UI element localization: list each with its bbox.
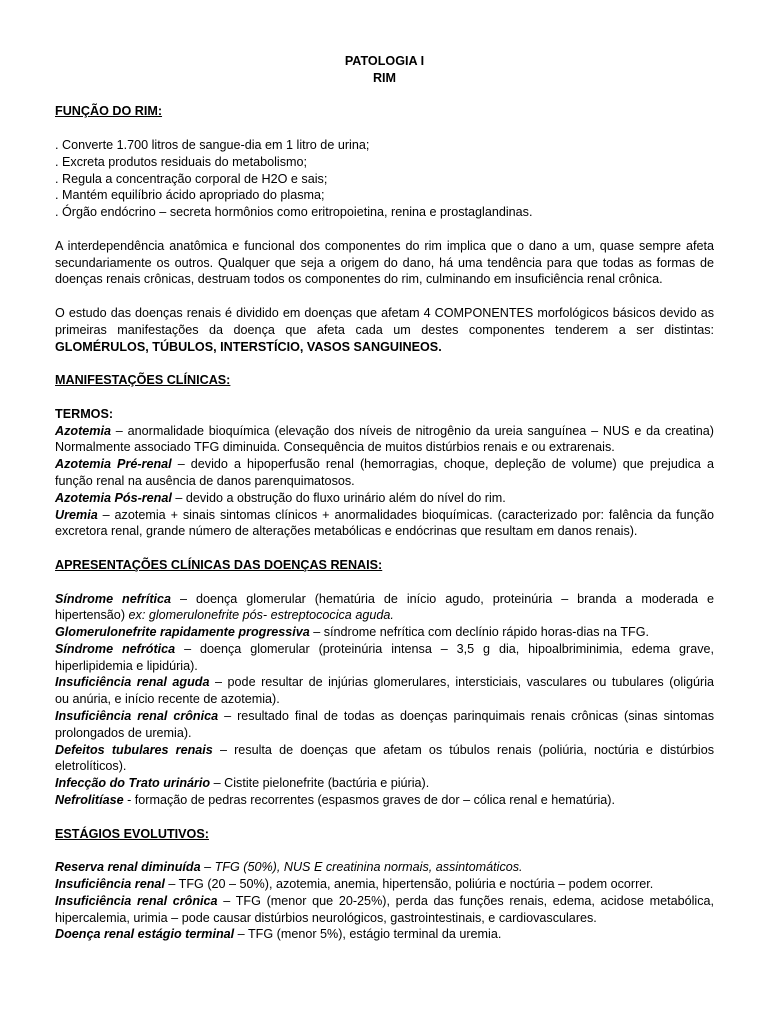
term-label: Glomerulonefrite rapidamente progressiva	[55, 625, 310, 640]
paragraph-line: A interdependência anatômica e funcional dos componentes do rim implica que o dano a um, quase sempre afeta	[55, 238, 714, 253]
term-text: – resultado final de todas as doenças parinquimais renais crônicas (sinas sintomas	[218, 709, 715, 724]
term-tubular	[55, 742, 714, 759]
term-azotemia	[55, 423, 714, 440]
list-item: . Órgão endócrino – secreta hormônios como eritropoietina, renina e prostaglandinas.	[55, 205, 533, 220]
stage-terminal	[55, 926, 714, 943]
term-prerenal-cont: função renal na ausência de danos parenquimatosos.	[55, 473, 355, 488]
term-example: ex: glomerulonefrite pós- estreptococica aguda.	[125, 608, 394, 623]
list-item: . Excreta produtos residuais do metabolismo;	[55, 154, 307, 169]
list-item: . Regula a concentração corporal de H2O e sais;	[55, 171, 328, 186]
term-text: – devido a hipoperfusão renal (hemorragias, choque, depleção de volume) que prejudica a	[171, 457, 714, 472]
term-text: – doença glomerular (hematúria de início agudo, proteinúria – branda a moderada e	[171, 591, 714, 606]
term-label: Insuficiência renal	[55, 877, 165, 892]
term-text: – TFG (50%), NUS E creatinina normais, assintomáticos.	[200, 860, 523, 875]
stage-irc	[55, 893, 714, 910]
term-nefrolitiase	[55, 792, 714, 809]
term-azotemia-cont: Normalmente associado TFG diminuida. Consequência de muitos distúrbios renais e ou extrarenais.	[55, 440, 615, 455]
term-label: Infecção do Trato urinário	[55, 776, 211, 791]
term-nefritica-cont	[55, 607, 714, 624]
document-page	[55, 53, 714, 943]
components-list: GLOMÉRULOS, TÚBULOS, INTERSTÍCIO, VASOS SANGUINEOS.	[55, 339, 442, 354]
term-label: Doença renal estágio terminal	[55, 927, 235, 942]
term-label: Insuficiência renal crônica	[55, 893, 218, 908]
stage-ir	[55, 876, 714, 893]
term-prerenal	[55, 456, 714, 473]
term-text: hipertensão)	[55, 608, 126, 623]
list-item: . Converte 1.700 litros de sangue-dia em 1 litro de urina;	[55, 137, 370, 152]
term-text: – devido a obstrução do fluxo urinário além do nível do rim.	[171, 490, 506, 505]
term-glomerulonefrite	[55, 624, 714, 641]
term-label: Uremia	[55, 507, 98, 522]
paragraph-line: primeiras manifestações da doença que afeta cada um destes componentes tenderem a ser distintas:	[55, 322, 714, 337]
term-posrenal	[55, 490, 714, 507]
paragraph-line: O estudo das doenças renais é dividido em doenças que afetam 4 COMPONENTES morfológicos básicos devido as	[55, 305, 714, 320]
stage-irc-cont: hipercalemia, urimia – pode causar distúrbios neurológicos, gastrointestinais, e cardiovasculares.	[55, 910, 597, 925]
term-label: Reserva renal diminuída	[55, 860, 201, 875]
term-ira	[55, 674, 714, 691]
term-nefrotica	[55, 641, 714, 658]
term-text: – anormalidade bioquímica (elevação dos níveis de nitrogênio da ureia sanguínea – NUS e da creatina)	[110, 423, 714, 438]
paragraph-estudo	[55, 305, 714, 355]
term-text: – TFG (20 – 50%), azotemia, anemia, hipertensão, poliúria e noctúria – podem ocorrer.	[164, 877, 654, 892]
term-nefritica	[55, 591, 714, 608]
list-item: . Mantém equilíbrio ácido apropriado do plasma;	[55, 188, 325, 203]
term-infeccao	[55, 775, 714, 792]
term-text: – TFG (menor 5%), estágio terminal da uremia.	[234, 927, 502, 942]
heading-apresentacoes: APRESENTAÇÕES CLÍNICAS DAS DOENÇAS RENAIS:	[55, 557, 383, 572]
term-label: Defeitos tubulares renais	[55, 742, 213, 757]
term-text: – síndrome nefrítica com declínio rápido horas-dias na TFG.	[309, 625, 650, 640]
term-label: Insuficiência renal aguda	[55, 675, 210, 690]
paragraph-line: secundariamente os outros. Qualquer que seja a origem do dano, há uma tendência para que todas as formas de	[55, 255, 714, 270]
termos-label: TERMOS:	[55, 406, 114, 421]
paragraph-line: doenças renais crônicas, destruam todos os componentes do rim, culminando em insuficiência renal crônica.	[55, 272, 663, 287]
term-label: Azotemia	[55, 423, 111, 438]
heading-estagios: ESTÁGIOS EVOLUTIVOS:	[55, 826, 209, 841]
term-tubular-cont: eletrolíticos).	[55, 759, 127, 774]
term-uremia-cont: excretora renal, grande número de alterações metabólicas e endócrinas que resultam em danos renais).	[55, 524, 638, 539]
document-title: PATOLOGIA I	[344, 54, 425, 68]
funcao-list	[55, 137, 714, 221]
term-irc-cont: prolongados de uremia).	[55, 725, 192, 740]
term-text: - formação de pedras recorrentes (espasmos graves de dor – cólica renal e hematúria).	[123, 793, 615, 808]
heading-manifestacoes: MANIFESTAÇÕES CLÍNICAS:	[55, 373, 231, 388]
term-label: Azotemia Pós-renal	[55, 490, 172, 505]
term-label: Síndrome nefrótica	[55, 641, 176, 656]
heading-funcao: FUNÇÃO DO RIM:	[55, 104, 163, 119]
term-label: Azotemia Pré-renal	[55, 457, 172, 472]
term-nefrotica-cont: hiperlipidemia e lipidúria).	[55, 658, 198, 673]
term-text: – Cistite pielonefrite (bactúria e piúria).	[210, 776, 430, 791]
term-uremia	[55, 507, 714, 524]
term-label: Síndrome nefrítica	[55, 591, 172, 606]
term-irc	[55, 708, 714, 725]
term-text: – TFG (menor que 20-25%), perda das funções renais, edema, acidose metabólica,	[217, 893, 714, 908]
term-label: Nefrolitíase	[55, 793, 124, 808]
stage-reserva	[55, 859, 714, 876]
paragraph-interdependencia	[55, 238, 714, 288]
document-subtitle: RIM	[372, 70, 397, 85]
term-text: – doença glomerular (proteinúria intensa – 3,5 g dia, hipoalbriminimia, edema grave,	[175, 641, 714, 656]
term-label: Insuficiência renal crônica	[55, 709, 219, 724]
term-ira-cont: ou anúria, e início recente de azotemia).	[55, 692, 280, 707]
term-text: – pode resultar de injúrias glomerulares, intersticiais, vasculares ou tubulares (oligúria	[209, 675, 714, 690]
term-text: – azotemia + sinais sintomas clínicos + anormalidades bioquímicas. (caracterizado por: falência da função	[97, 507, 714, 522]
term-text: – resulta de doenças que afetam os túbulos renais (poliúria, noctúria e distúrbios	[212, 742, 714, 757]
